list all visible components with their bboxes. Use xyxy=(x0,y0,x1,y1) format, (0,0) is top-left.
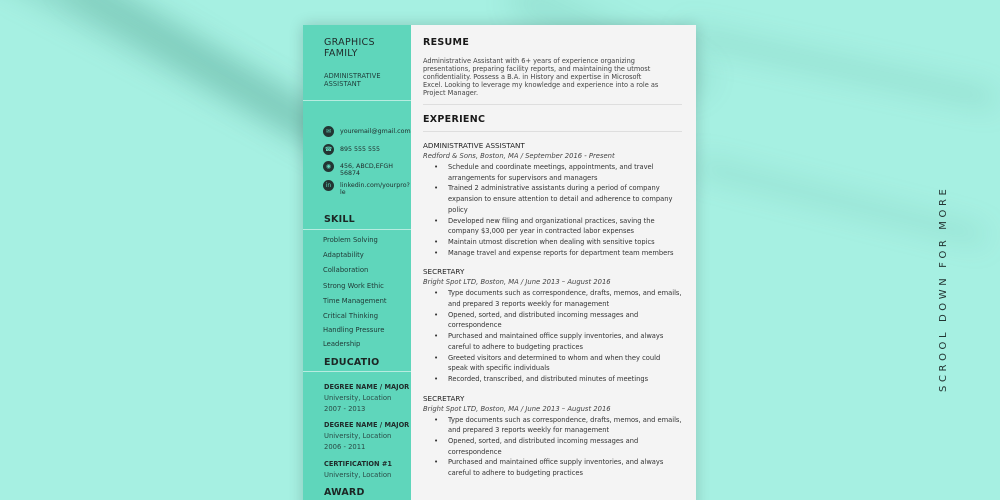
resume-page xyxy=(303,25,696,500)
job-meta: Bright Spot LTD, Boston, MA / June 2013 – August 2016 xyxy=(423,278,611,287)
certification-school: University, Location xyxy=(324,471,392,479)
education-heading: EDUCATIO xyxy=(324,357,380,368)
contact-phone[interactable] xyxy=(323,144,380,155)
education-degree: DEGREE NAME / MAJOR xyxy=(324,383,410,391)
phone-icon: ☎ xyxy=(324,146,333,153)
education-years: 2006 - 2011 xyxy=(324,443,366,451)
job-bullets xyxy=(423,288,682,384)
contact-linkedin[interactable] xyxy=(323,180,411,196)
job-bullet: • Type documents such as correspondence, drafts, memos, and emails, and prepared 3 reports weekly for management xyxy=(434,415,682,436)
education-school: University, Location xyxy=(324,432,392,440)
phone-text: 895 555 555 xyxy=(340,146,381,153)
resume-main xyxy=(411,25,696,500)
job-meta: Bright Spot LTD, Boston, MA / June 2013 – August 2016 xyxy=(423,404,611,413)
candidate-name xyxy=(324,37,375,59)
education-years: 2007 - 2013 xyxy=(324,405,366,413)
job-entry xyxy=(423,141,682,258)
job-title: ADMINISTRATIVE ASSISTANT xyxy=(423,141,525,150)
address-text xyxy=(340,161,393,177)
job-bullet: • Trained 2 administrative assistants during a period of company expansion to ensure attention to detail and adherence to company policy xyxy=(434,183,682,215)
linkedin-text: linkedin.com/yourpro?le xyxy=(340,182,410,196)
job-bullet: • Developed new filing and organizational practices, saving the company $3,000 per year in contracted labor expenses xyxy=(434,216,682,237)
job-bullet: • Purchased and maintained office supply inventories, and always careful to adhere to budgeting practices xyxy=(434,331,682,352)
address-line-2: 56874 xyxy=(340,170,361,177)
address-line-1: 456, ABCD,EFGH xyxy=(340,163,394,170)
job-title: SECRETARY xyxy=(423,393,465,403)
resume-sidebar xyxy=(303,25,411,500)
job-bullets xyxy=(423,415,682,479)
name-line-1: GRAPHICS xyxy=(324,37,375,48)
contact-email[interactable] xyxy=(323,126,411,137)
skill-item: Handling Pressure xyxy=(323,326,385,334)
skill-item: Critical Thinking xyxy=(323,312,379,320)
job-bullets xyxy=(423,162,682,258)
skills-divider xyxy=(303,229,411,230)
summary-divider xyxy=(423,104,682,105)
job-bullet: • Purchased and maintained office supply inventories, and always careful to adhere to budgeting practices xyxy=(434,457,682,478)
education-degree: DEGREE NAME / MAJOR xyxy=(324,421,410,429)
job-bullet: • Opened, sorted, and distributed incoming messages and correspondence xyxy=(434,310,682,331)
resume-heading: RESUME xyxy=(423,37,470,48)
job-bullet: • Opened, sorted, and distributed incoming messages and correspondence xyxy=(434,436,682,457)
skill-item: Time Management xyxy=(323,297,387,305)
job-bullet: • Type documents such as correspondence, drafts, memos, and emails, and prepared 3 reports weekly for management xyxy=(434,288,682,309)
leaf-shadow xyxy=(682,27,998,107)
job-title: SECRETARY xyxy=(423,267,465,277)
job-entry xyxy=(423,394,682,479)
job-bullet: • Recorded, transcribed, and distributed minutes of meetings xyxy=(434,374,682,385)
education-school: University, Location xyxy=(324,394,392,402)
job-bullet: • Greeted visitors and determined to whom and when they could speak with specific individuals xyxy=(434,353,682,374)
email-text: youremail@gmail.com xyxy=(340,128,411,135)
summary-text: Administrative Assistant with 6+ years of experience organizing presentations, preparing facility reports, and maintaining the utmost confidentiality. Possess a B.A. in History and expertise in Microsoft Excel. Looking to leverage my knowledge and experience into a role as Project Manager. xyxy=(423,57,659,97)
location-icon: ◉ xyxy=(323,161,334,172)
skill-item: Strong Work Ethic xyxy=(323,282,384,290)
job-bullet: • Maintain utmost discretion when dealing with sensitive topics xyxy=(434,237,682,248)
skill-item: Problem Solving xyxy=(323,236,378,244)
header-divider xyxy=(303,100,411,101)
award-heading: AWARD xyxy=(324,487,365,498)
education-divider xyxy=(303,371,411,372)
contact-address xyxy=(323,161,393,177)
experience-heading: EXPERIENC xyxy=(423,114,486,125)
skill-item: Collaboration xyxy=(323,266,369,274)
skill-item: Adaptability xyxy=(323,251,364,259)
candidate-title: ADMINISTRATIVE ASSISTANT xyxy=(324,72,381,88)
scroll-down-hint: SCROOL DOWN FOR MORE xyxy=(938,185,949,392)
linkedin-icon: in xyxy=(323,180,334,191)
certification-name: CERTIFICATION #1 xyxy=(324,460,392,468)
job-entry xyxy=(423,267,682,384)
job-bullet: • Schedule and coordinate meetings, appointments, and travel arrangements for supervisors and managers xyxy=(434,162,682,183)
email-icon: ✉ xyxy=(323,126,334,137)
skills-heading: SKILL xyxy=(324,214,355,225)
job-meta: Redford & Sons, Boston, MA / September 2016 - Present xyxy=(423,152,615,160)
name-line-2: FAMILY xyxy=(324,48,358,59)
experience-divider xyxy=(423,131,682,132)
skill-item: Leadership xyxy=(323,340,361,348)
job-bullet: • Manage travel and expense reports for department team members xyxy=(434,248,682,259)
